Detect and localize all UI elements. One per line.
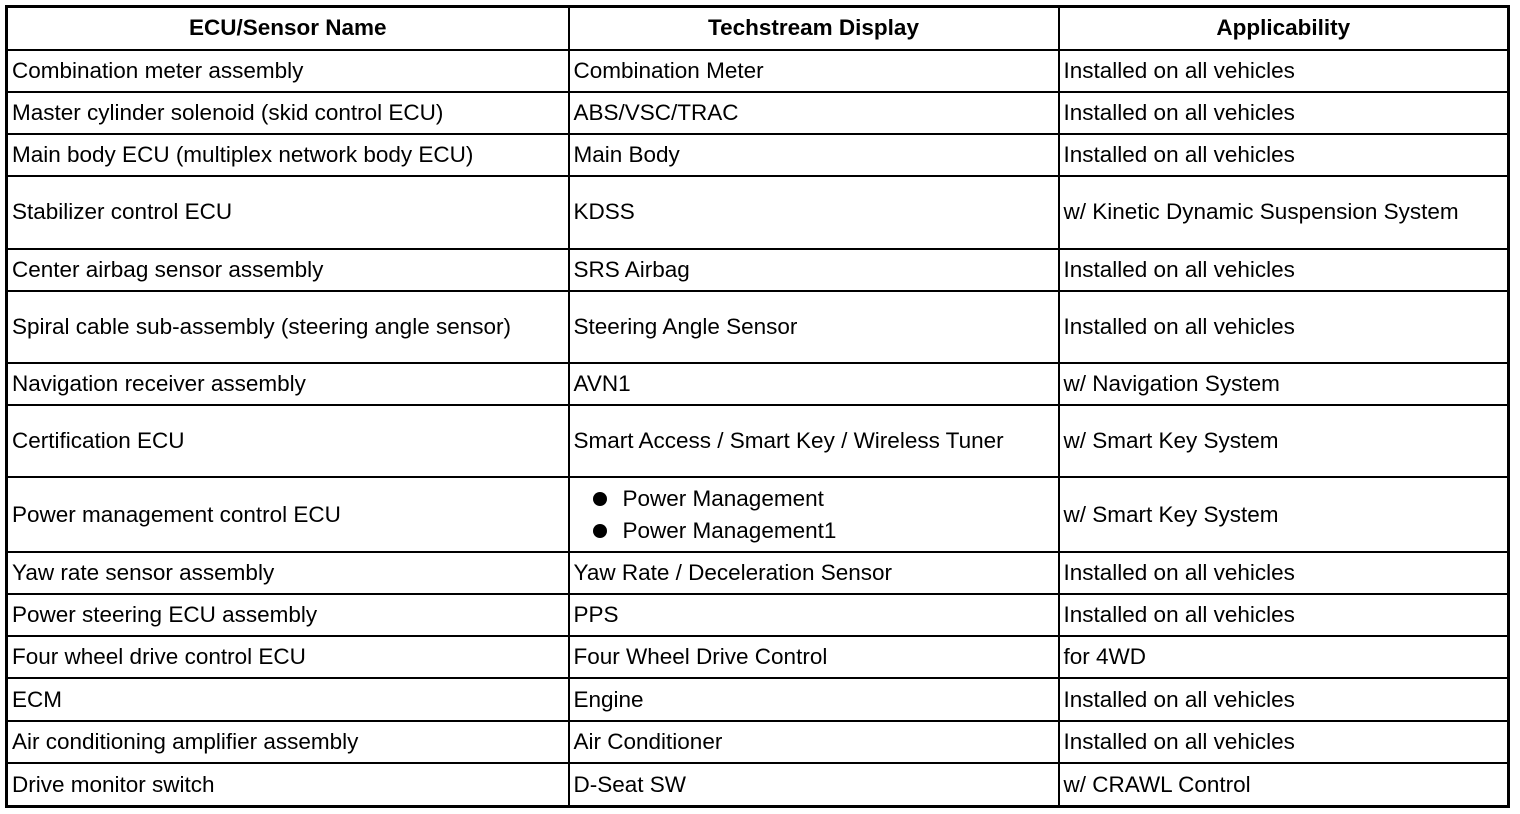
cell-ecu-sensor-name: Stabilizer control ECU: [7, 176, 569, 249]
header-ecu-sensor-name: ECU/Sensor Name: [7, 7, 569, 50]
cell-ecu-sensor-name: Yaw rate sensor assembly: [7, 552, 569, 594]
cell-applicability: Installed on all vehicles: [1059, 552, 1509, 594]
cell-ecu-sensor-name: Power steering ECU assembly: [7, 594, 569, 636]
display-list-item-text: Power Management: [622, 485, 824, 511]
table-body: [7, 50, 1509, 807]
table-header: [7, 7, 1509, 50]
table-row: [7, 405, 1509, 477]
cell-techstream-display: KDSS: [569, 176, 1059, 249]
cell-applicability: w/ Smart Key System: [1059, 405, 1509, 477]
cell-applicability: w/ Navigation System: [1059, 363, 1509, 405]
cell-techstream-display: Combination Meter: [569, 50, 1059, 92]
cell-applicability: Installed on all vehicles: [1059, 249, 1509, 291]
cell-techstream-display: AVN1: [569, 363, 1059, 405]
header-row: [7, 7, 1509, 50]
cell-applicability: for 4WD: [1059, 636, 1509, 678]
cell-ecu-sensor-name: Main body ECU (multiplex network body ECU): [7, 134, 569, 176]
cell-techstream-display: Engine: [569, 678, 1059, 721]
cell-ecu-sensor-name: Navigation receiver assembly: [7, 363, 569, 405]
cell-techstream-display: Smart Access / Smart Key / Wireless Tuner: [569, 405, 1059, 477]
cell-ecu-sensor-name: Spiral cable sub-assembly (steering angle sensor): [7, 291, 569, 363]
table-row: [7, 50, 1509, 92]
cell-applicability: Installed on all vehicles: [1059, 291, 1509, 363]
cell-ecu-sensor-name: Certification ECU: [7, 405, 569, 477]
table-row: [7, 134, 1509, 176]
table-row: [7, 763, 1509, 806]
cell-ecu-sensor-name: ECM: [7, 678, 569, 721]
cell-techstream-display: Main Body: [569, 134, 1059, 176]
cell-applicability: Installed on all vehicles: [1059, 721, 1509, 763]
table-row: [7, 636, 1509, 678]
table-row: [7, 249, 1509, 291]
ecu-table: [5, 5, 1510, 808]
display-list-item: [574, 483, 1054, 515]
cell-techstream-display: Air Conditioner: [569, 721, 1059, 763]
display-list-item: [574, 515, 1054, 547]
table-row: [7, 721, 1509, 763]
table-row: [7, 92, 1509, 134]
cell-applicability: w/ CRAWL Control: [1059, 763, 1509, 806]
cell-ecu-sensor-name: Power management control ECU: [7, 477, 569, 552]
bullet-icon: [593, 492, 607, 506]
table-row: [7, 176, 1509, 249]
table-row: [7, 291, 1509, 363]
display-list-item-text: Power Management1: [622, 517, 837, 543]
cell-techstream-display: D-Seat SW: [569, 763, 1059, 806]
cell-techstream-display: Four Wheel Drive Control: [569, 636, 1059, 678]
cell-ecu-sensor-name: Center airbag sensor assembly: [7, 249, 569, 291]
cell-techstream-display: [569, 477, 1059, 552]
header-applicability: Applicability: [1059, 7, 1509, 50]
table-row: [7, 594, 1509, 636]
cell-techstream-display: PPS: [569, 594, 1059, 636]
table-row: [7, 363, 1509, 405]
table-row: [7, 477, 1509, 552]
cell-techstream-display: SRS Airbag: [569, 249, 1059, 291]
display-list: [574, 483, 1054, 547]
bullet-icon: [593, 524, 607, 538]
cell-applicability: Installed on all vehicles: [1059, 594, 1509, 636]
cell-ecu-sensor-name: Master cylinder solenoid (skid control ECU): [7, 92, 569, 134]
table-row: [7, 552, 1509, 594]
cell-applicability: Installed on all vehicles: [1059, 678, 1509, 721]
header-techstream-display: Techstream Display: [569, 7, 1059, 50]
cell-applicability: Installed on all vehicles: [1059, 134, 1509, 176]
table-row: [7, 678, 1509, 721]
cell-ecu-sensor-name: Drive monitor switch: [7, 763, 569, 806]
cell-techstream-display: Yaw Rate / Deceleration Sensor: [569, 552, 1059, 594]
cell-techstream-display: Steering Angle Sensor: [569, 291, 1059, 363]
cell-applicability: Installed on all vehicles: [1059, 50, 1509, 92]
cell-techstream-display: ABS/VSC/TRAC: [569, 92, 1059, 134]
cell-ecu-sensor-name: Combination meter assembly: [7, 50, 569, 92]
cell-ecu-sensor-name: Air conditioning amplifier assembly: [7, 721, 569, 763]
cell-applicability: Installed on all vehicles: [1059, 92, 1509, 134]
cell-applicability: w/ Smart Key System: [1059, 477, 1509, 552]
cell-applicability: w/ Kinetic Dynamic Suspension System: [1059, 176, 1509, 249]
cell-ecu-sensor-name: Four wheel drive control ECU: [7, 636, 569, 678]
